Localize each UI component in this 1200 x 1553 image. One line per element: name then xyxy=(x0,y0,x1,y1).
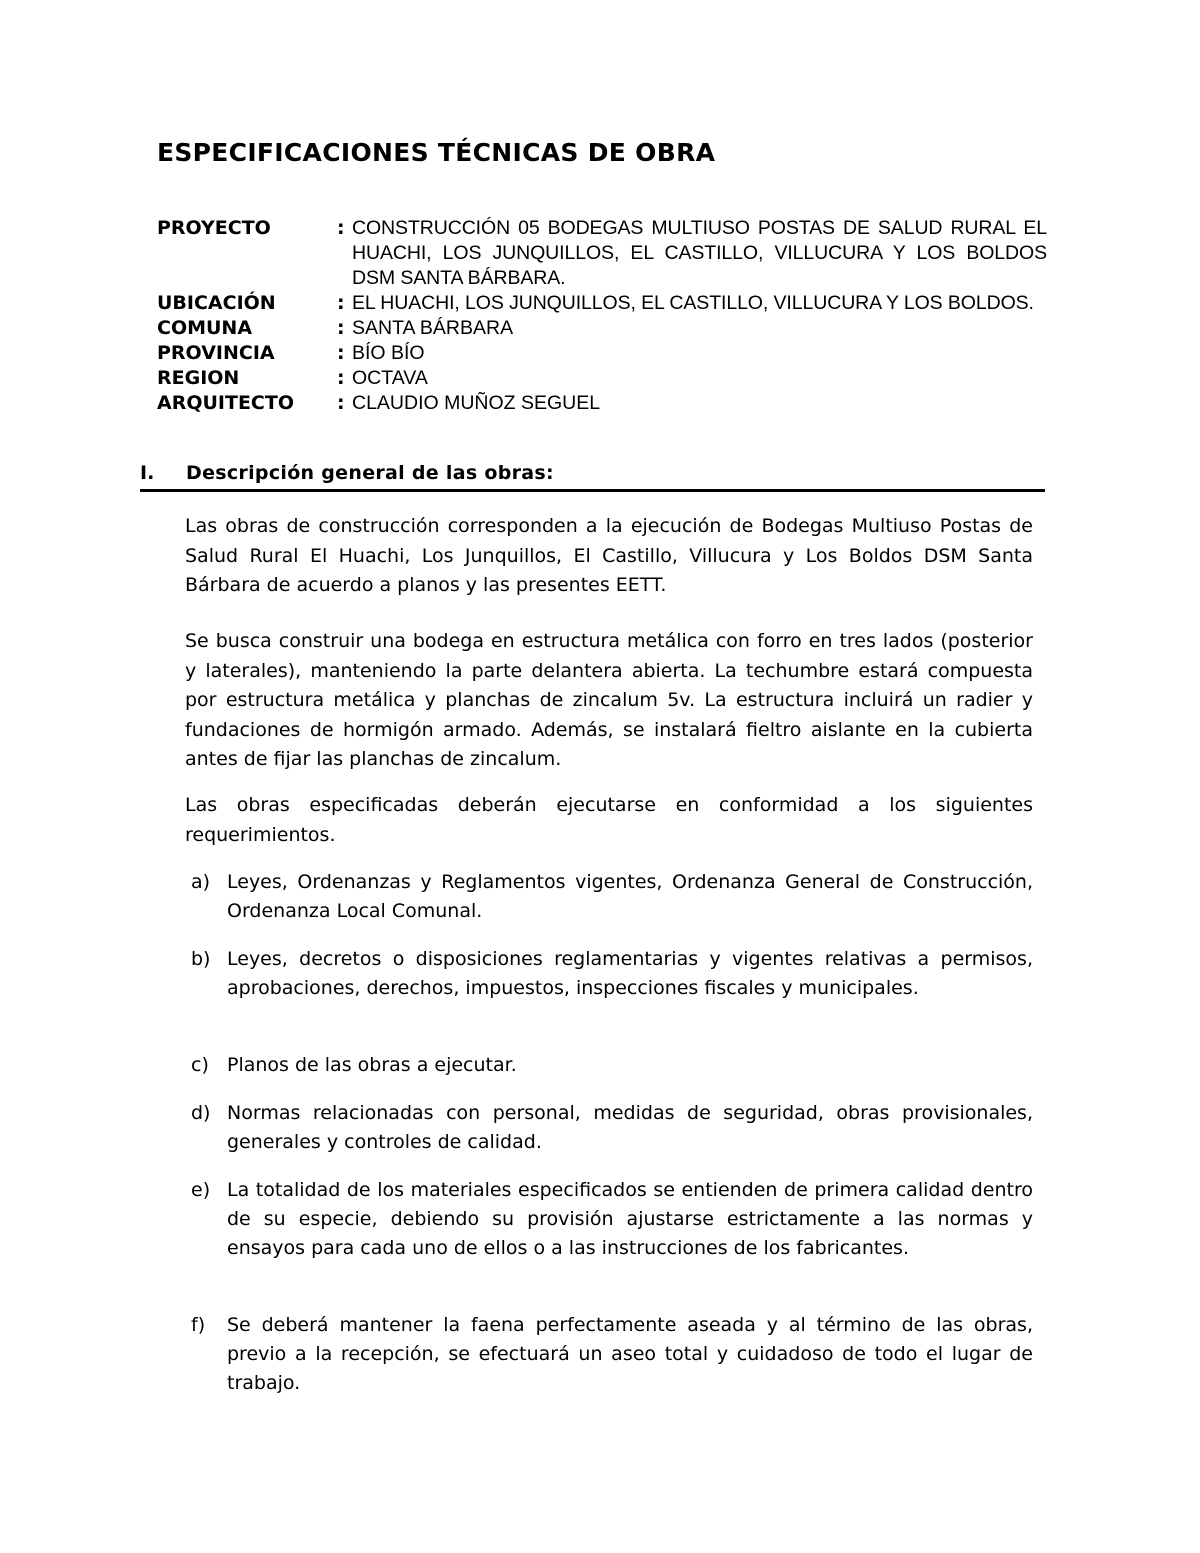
list-item xyxy=(185,1176,1033,1263)
meta-label: ARQUITECTO xyxy=(157,392,294,414)
meta-value: CLAUDIO MUÑOZ SEGUEL xyxy=(352,392,601,414)
meta-label: COMUNA xyxy=(157,317,253,339)
list-marker: f) xyxy=(191,1314,206,1336)
meta-row-proyecto xyxy=(157,216,1047,291)
list-item xyxy=(185,1099,1033,1157)
meta-value: CONSTRUCCIÓN 05 BODEGAS MULTIUSO POSTAS DE SALUD RURAL EL HUACHI, LOS JUNQUILLOS, EL CASTILLO, VILLUCURA Y LOS BOLDOS DSM SANTA BÁRBARA. xyxy=(352,217,1047,289)
meta-row-arquitecto xyxy=(157,391,1047,416)
paragraph-1: Las obras de construcción corresponden a la ejecución de Bodegas Multiuso Postas de Salud Rural El Huachi, Los Junquillos, El Castillo, Villucura y Los Boldos DSM Santa Bárbara de acuerdo a planos y las presentes EETT. xyxy=(185,515,1033,596)
list-marker: a) xyxy=(191,871,211,893)
list-marker: b) xyxy=(191,948,211,970)
meta-label: UBICACIÓN xyxy=(157,292,276,314)
meta-label: PROYECTO xyxy=(157,217,271,239)
list-marker: c) xyxy=(191,1054,209,1076)
meta-colon: : xyxy=(337,217,345,239)
list-item-text: La totalidad de los materiales especificados se entienden de primera calidad dentro de su especie, debiendo su provisión ajustarse estrictamente a las normas y ensayos para cada uno de ellos o a las instrucciones de los fabricantes. xyxy=(227,1179,1033,1259)
meta-colon: : xyxy=(337,292,345,314)
document-title: ESPECIFICACIONES TÉCNICAS DE OBRA xyxy=(157,138,716,167)
meta-value: BÍO BÍO xyxy=(352,342,425,364)
meta-row-comuna xyxy=(157,316,1047,341)
list-item xyxy=(185,1051,1033,1080)
meta-label: PROVINCIA xyxy=(157,342,275,364)
meta-colon: : xyxy=(337,317,345,339)
meta-colon: : xyxy=(337,392,345,414)
paragraph-3: Las obras especificadas deberán ejecutarse en conformidad a los siguientes requerimientos. xyxy=(185,794,1033,846)
paragraph-2: Se busca construir una bodega en estructura metálica con forro en tres lados (posterior y laterales), manteniendo la parte delantera abierta. La techumbre estará compuesta por estructura metálica y planchas de zincalum 5v. La estructura incluirá un radier y fundaciones de hormigón armado. Además, se instalará fieltro aislante en la cubierta antes de fijar las planchas de zincalum. xyxy=(185,630,1033,770)
meta-colon: : xyxy=(337,342,345,364)
list-item-text: Planos de las obras a ejecutar. xyxy=(227,1054,517,1076)
list-item xyxy=(185,1311,1033,1398)
meta-value: OCTAVA xyxy=(352,367,428,389)
section-heading xyxy=(140,458,1045,492)
meta-value: EL HUACHI, LOS JUNQUILLOS, EL CASTILLO, VILLUCURA Y LOS BOLDOS. xyxy=(352,292,1034,314)
list-item xyxy=(185,945,1033,1003)
section-number: I. xyxy=(140,462,155,484)
list-marker: d) xyxy=(191,1102,211,1124)
list-item-text: Leyes, decretos o disposiciones reglamentarias y vigentes relativas a permisos, aprobaciones, derechos, impuestos, inspecciones fiscales y municipales. xyxy=(227,948,1033,999)
list-item-text: Leyes, Ordenanzas y Reglamentos vigentes, Ordenanza General de Construcción, Ordenanza Local Comunal. xyxy=(227,871,1033,922)
list-item-text: Normas relacionadas con personal, medidas de seguridad, obras provisionales, generales y controles de calidad. xyxy=(227,1102,1033,1153)
list-item-text: Se deberá mantener la faena perfectamente aseada y al término de las obras, previo a la recepción, se efectuará un aseo total y cuidadoso de todo el lugar de trabajo. xyxy=(227,1314,1033,1394)
list-marker: e) xyxy=(191,1179,211,1201)
section-title: Descripción general de las obras: xyxy=(186,462,554,484)
meta-value: SANTA BÁRBARA xyxy=(352,317,514,339)
list-item xyxy=(185,868,1033,926)
meta-row-provincia xyxy=(157,341,1047,366)
meta-row-ubicacion xyxy=(157,291,1047,316)
meta-row-region xyxy=(157,366,1047,391)
project-metadata xyxy=(157,216,1047,416)
meta-colon: : xyxy=(337,367,345,389)
meta-label: REGION xyxy=(157,367,240,389)
